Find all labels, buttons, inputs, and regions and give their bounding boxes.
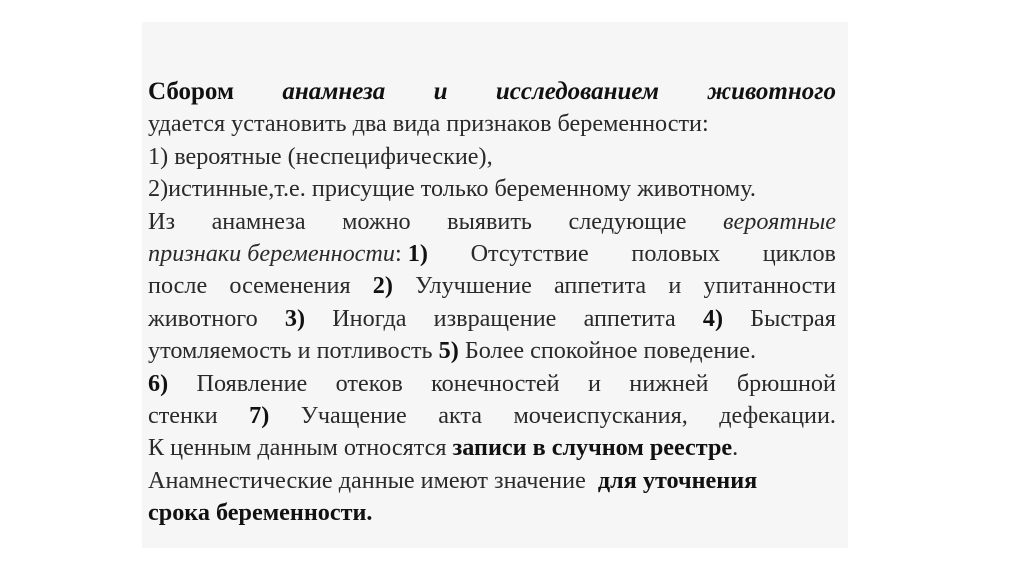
text-line-9 [148, 335, 836, 367]
word: мочеиспускания, [513, 402, 688, 430]
word: Появление [196, 369, 308, 397]
word: животного [148, 304, 258, 332]
item-number: 1) [407, 240, 428, 268]
text-line-12 [148, 432, 836, 464]
text-line-5 [148, 206, 836, 238]
text-line-7 [148, 270, 836, 302]
word: Из [148, 207, 176, 235]
item-number: 2) [372, 272, 393, 300]
text-line-13 [148, 465, 836, 497]
word: акта [438, 402, 482, 430]
text-line-2: удается установить два вида признаков беременности: [148, 110, 709, 138]
word: следующие [568, 207, 687, 235]
bold-phrase: срока беременности. [148, 499, 373, 527]
word: и [587, 369, 601, 397]
item-number: 7) [249, 402, 270, 430]
word: и [668, 272, 682, 300]
text-line-1 [148, 76, 836, 108]
bold-phrase: записи в случном реестре [452, 434, 733, 462]
word: циклов [762, 240, 836, 268]
text-line-10 [148, 368, 836, 400]
word: Улучшение [415, 272, 532, 300]
word: после [148, 272, 208, 300]
word: конечностей [431, 369, 560, 397]
word: аппетита [583, 304, 676, 332]
heading-word: исследованием [495, 78, 660, 105]
word: отеков [335, 369, 403, 397]
bold-phrase: для уточнения [597, 466, 758, 494]
heading-word: анамнеза [282, 78, 386, 105]
heading-word: Сбором [148, 78, 234, 105]
text-segment: утомляемость и потливость [148, 337, 439, 365]
word: стенки [148, 402, 218, 430]
item-number: 6) [148, 369, 169, 397]
word: брюшной [736, 369, 836, 397]
italic-phrase: признаки беременности [148, 240, 395, 268]
item-number: 4) [702, 304, 724, 332]
text-line-8 [148, 303, 836, 335]
colon: : [394, 240, 408, 268]
slide-text [148, 76, 836, 530]
word: дефекации. [719, 402, 836, 430]
text-segment: Более спокойное поведение. [458, 337, 756, 365]
word: осеменения [229, 272, 351, 300]
heading-word: и [433, 78, 448, 105]
item-number: 3) [284, 304, 306, 332]
word: нижней [629, 369, 709, 397]
word: упитанности [703, 272, 836, 300]
item-number: 5) [438, 337, 459, 365]
word: Отсутствие [470, 240, 589, 268]
text-line-6 [148, 238, 836, 270]
text-line-3: 1) вероятные (неспецифические), [148, 142, 493, 170]
heading-word: животного [707, 78, 836, 105]
word: половых [631, 240, 721, 268]
text-line-14 [148, 497, 836, 529]
word: извращение [433, 304, 557, 332]
word: можно [342, 207, 411, 235]
text-segment: Анамнестические данные имеют значение [148, 466, 598, 494]
word: аппетита [554, 272, 647, 300]
word: анамнеза [211, 207, 306, 235]
text-line-4: 2)истинные,т.е. присущие только беременному животному. [148, 175, 756, 203]
text-segment: . [732, 434, 739, 462]
word: Учащение [300, 402, 407, 430]
text-line-11 [148, 400, 836, 432]
word: выявить [447, 207, 532, 235]
word: Иногда [332, 304, 407, 332]
italic-word: вероятные [723, 207, 836, 235]
text-segment: К ценным данным относятся [148, 434, 453, 462]
word: Быстрая [750, 304, 836, 332]
